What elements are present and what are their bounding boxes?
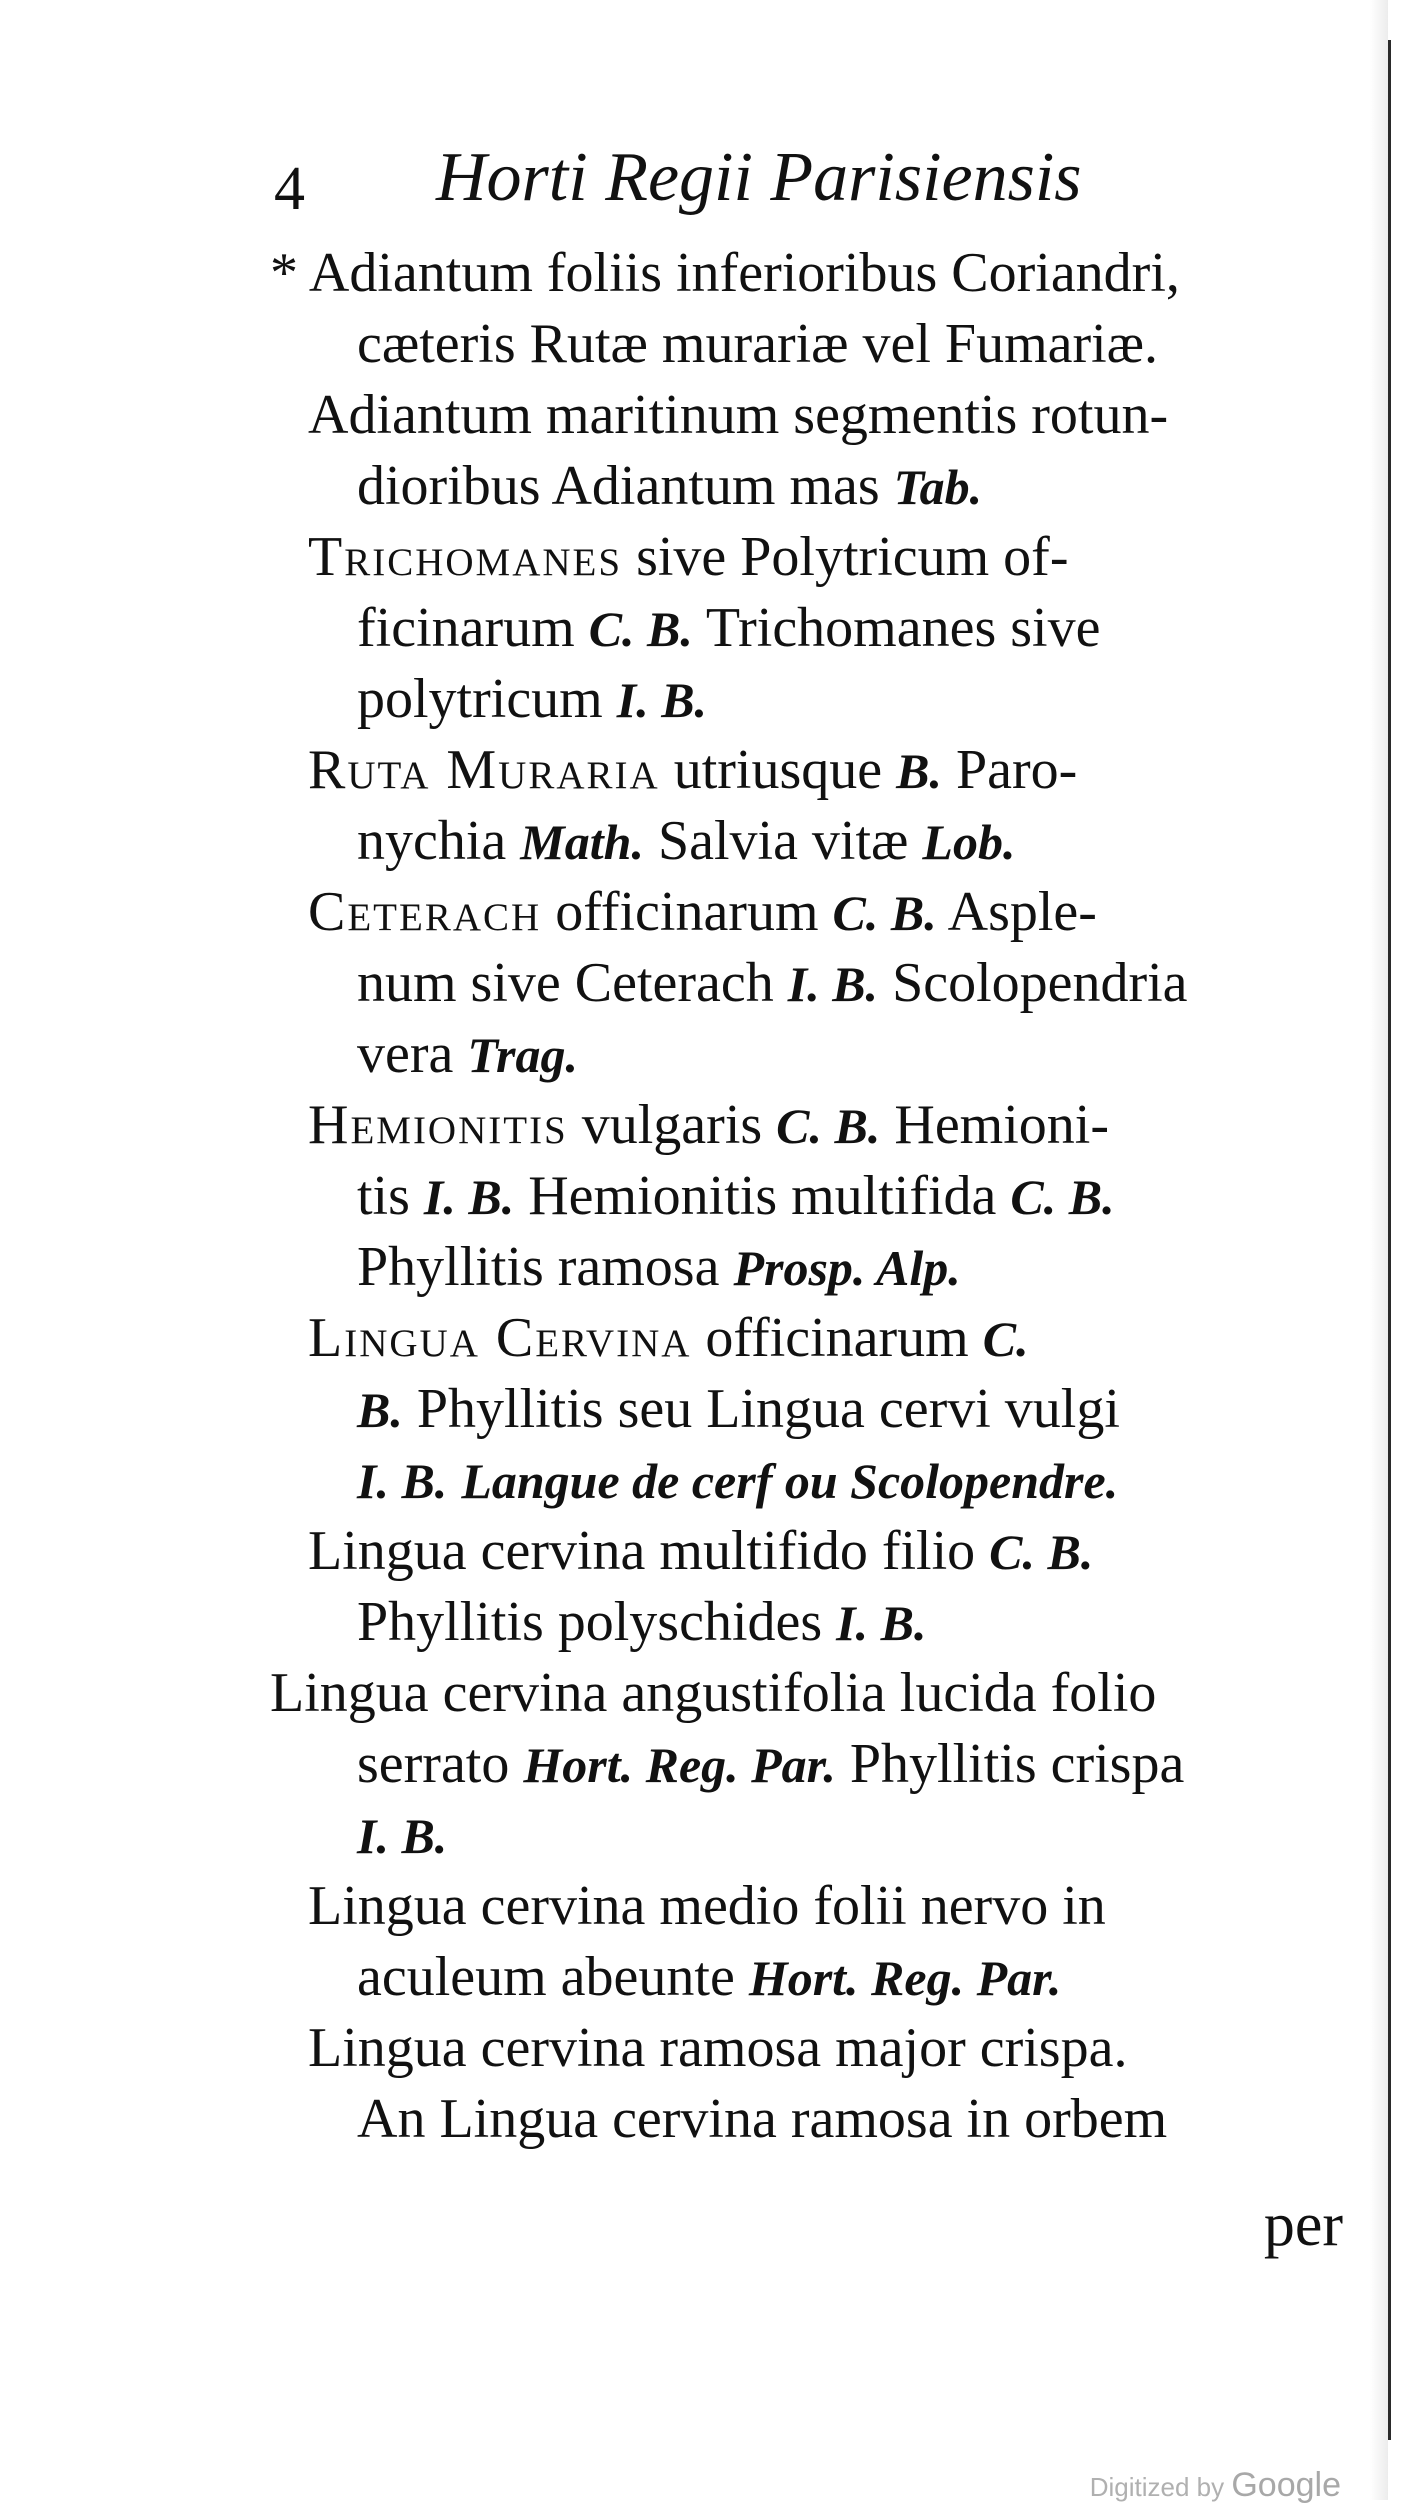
catalogue-text (270, 238, 1350, 2155)
text-line (270, 877, 1350, 948)
text-segment: Paro- (941, 739, 1078, 801)
text-segment: ficinarum (357, 597, 589, 659)
citation-abbreviation: I. B. (357, 1453, 448, 1509)
citation-abbreviation: C. B. (832, 885, 937, 941)
text-segment: officinarum (691, 1307, 983, 1369)
citation-abbreviation: C. B. (989, 1524, 1094, 1580)
text-line (270, 1587, 1350, 1658)
citation-abbreviation: B. (357, 1382, 403, 1438)
text-line (270, 593, 1350, 664)
text-segment: * Adiantum foliis inferioribus Coriandri, (270, 242, 1180, 304)
text-line (270, 1019, 1350, 1090)
page-edge-shadow (1370, 0, 1388, 2500)
catalogue-entry (270, 1090, 1350, 1303)
text-segment: cæteris Rutæ murariæ vel Fumariæ. (357, 313, 1159, 375)
text-segment: Lingua cervina angustifolia lucida folio (270, 1662, 1157, 1724)
catalogue-entry (270, 1303, 1350, 1516)
text-line (270, 1161, 1350, 1232)
citation-abbreviation: I. B. (357, 1808, 448, 1864)
text-line (270, 451, 1350, 522)
citation-abbreviation: Prosp. Alp. (733, 1240, 961, 1296)
text-segment: Phyllitis ramosa (357, 1236, 734, 1298)
text-segment: serrato (357, 1733, 524, 1795)
text-segment: Phyllitis polyschides (357, 1591, 837, 1653)
text-segment: Phyllitis crispa (835, 1733, 1185, 1795)
text-line (270, 1658, 1350, 1729)
text-segment: polytricum (357, 668, 617, 730)
citation-abbreviation: I. B. (423, 1169, 515, 1225)
citation-abbreviation: Hort. Reg. Par. (748, 1950, 1062, 2006)
text-segment: Asple- (936, 881, 1097, 943)
text-line (270, 1374, 1350, 1445)
text-line (270, 1729, 1350, 1800)
running-title: Horti Regii Parisiensis (436, 139, 1082, 216)
plant-name: Ruta Muraria (308, 739, 660, 801)
text-segment (447, 1449, 461, 1511)
catalogue-entry (270, 522, 1350, 735)
text-segment: utriusque (659, 739, 897, 801)
citation-abbreviation: C. B. (776, 1098, 881, 1154)
text-segment: Lingua cervina ramosa major crispa. (308, 2017, 1128, 2079)
catchword: per (1263, 2191, 1343, 2259)
text-segment: tis (357, 1165, 424, 1227)
catalogue-entry (270, 877, 1350, 1090)
text-line (270, 309, 1350, 380)
text-line (270, 948, 1350, 1019)
text-line (270, 2084, 1350, 2155)
plant-name: Ceterach (308, 881, 542, 943)
citation-abbreviation: I. B. (787, 956, 879, 1012)
text-line (270, 735, 1350, 806)
catalogue-entry (270, 238, 1350, 380)
text-line (270, 1303, 1350, 1374)
text-line (270, 1871, 1350, 1942)
text-line (270, 1800, 1350, 1871)
citation-abbreviation: B. (896, 743, 942, 799)
text-segment: aculeum abeunte (357, 1946, 749, 2008)
citation-abbreviation: Trag. (467, 1027, 579, 1083)
catalogue-entry (270, 1516, 1350, 1658)
text-segment: Trichomanes sive (692, 597, 1101, 659)
watermark-prefix: Digitized by (1089, 2472, 1232, 2502)
text-segment: Phyllitis seu Lingua cervi vulgi (402, 1378, 1120, 1440)
text-line (270, 380, 1350, 451)
text-segment: Adiantum maritinum segmentis rotun- (308, 384, 1169, 446)
citation-abbreviation: I. B. (616, 672, 708, 728)
citation-abbreviation: I. B. (836, 1595, 927, 1651)
catalogue-entry (270, 1871, 1350, 2013)
text-line (270, 2013, 1350, 2084)
text-segment: Hemioni- (880, 1094, 1109, 1156)
text-segment: Lingua cervina medio folii nervo in (308, 1875, 1106, 1937)
text-segment: Salvia vitæ (643, 810, 923, 872)
catalogue-entry (270, 735, 1350, 877)
text-segment: Scolopendria (878, 952, 1188, 1014)
text-segment: vera (357, 1023, 468, 1085)
text-line (270, 1232, 1350, 1303)
citation-abbreviation: C. B. (588, 601, 693, 657)
text-line (270, 664, 1350, 735)
catalogue-entry (270, 1658, 1350, 1871)
citation-abbreviation: C. (982, 1311, 1029, 1367)
text-line (270, 238, 1350, 309)
text-segment: officinarum (541, 881, 833, 943)
text-segment: dioribus Adiantum mas (357, 455, 894, 517)
catalogue-entry (270, 2013, 1350, 2155)
text-line (270, 522, 1350, 593)
text-line (270, 1942, 1350, 2013)
text-line (270, 1090, 1350, 1161)
digitization-watermark (1090, 2466, 1341, 2505)
citation-abbreviation: Langue de cerf ou Scolopendre. (461, 1453, 1119, 1509)
text-line (270, 1445, 1350, 1516)
text-line (270, 806, 1350, 877)
plant-name: Trichomanes (308, 526, 623, 588)
citation-abbreviation: Math. (520, 814, 644, 870)
citation-abbreviation: Lob. (922, 814, 1016, 870)
text-segment: Lingua cervina multifido filio (308, 1520, 990, 1582)
citation-abbreviation: Tab. (893, 459, 983, 515)
citation-abbreviation: Hort. Reg. Par. (523, 1737, 836, 1793)
text-segment: An Lingua cervina ramosa in orbem (357, 2088, 1168, 2150)
page-edge-line (1388, 40, 1391, 2440)
page-number: 4 (274, 155, 305, 223)
text-segment: Hemionitis multifida (514, 1165, 1011, 1227)
catalogue-entry (270, 380, 1350, 522)
page-header (270, 138, 1170, 230)
watermark-brand: Google (1231, 2466, 1341, 2504)
text-line (270, 1516, 1350, 1587)
plant-name: Hemionitis (308, 1094, 568, 1156)
citation-abbreviation: C. B. (1010, 1169, 1115, 1225)
text-segment: num sive Ceterach (357, 952, 788, 1014)
text-segment: sive Polytricum of- (622, 526, 1069, 588)
text-segment: vulgaris (567, 1094, 777, 1156)
plant-name: Lingua Cervina (308, 1307, 692, 1369)
text-segment: nychia (357, 810, 521, 872)
